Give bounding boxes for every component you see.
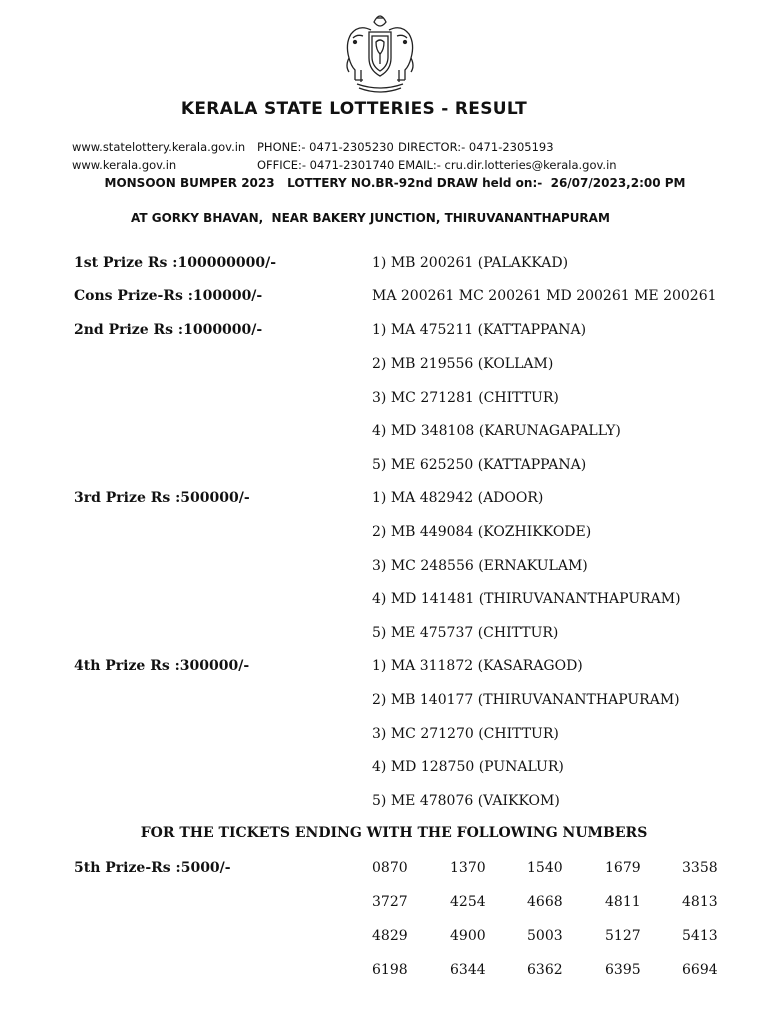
ending-number: 6362 (527, 962, 563, 978)
fourth-prize-result: 2) MB 140177 (THIRUVANANTHAPURAM) (372, 692, 680, 708)
second-prize-result: 5) ME 625250 (KATTAPPANA) (372, 457, 587, 473)
fourth-prize-result: 1) MA 311872 (KASARAGOD) (372, 658, 583, 674)
office-phone: OFFICE:- 0471-2301740 (257, 158, 395, 172)
ending-numbers-heading: FOR THE TICKETS ENDING WITH THE FOLLOWING NUMBERS (140, 825, 648, 841)
cons-prize-label: Cons Prize-Rs :100000/- (74, 288, 263, 304)
ending-number: 1679 (605, 860, 641, 876)
third-prize-result: 1) MA 482942 (ADOOR) (372, 490, 544, 506)
draw-venue: AT GORKY BHAVAN, NEAR BAKERY JUNCTION, THIRUVANANTHAPURAM (131, 211, 610, 225)
third-prize-result: 3) MC 248556 (ERNAKULAM) (372, 558, 588, 574)
third-prize-result: 4) MD 141481 (THIRUVANANTHAPURAM) (372, 591, 681, 607)
fifth-prize-label: 5th Prize-Rs :5000/- (74, 860, 231, 876)
first-prize-label: 1st Prize Rs :100000000/- (74, 255, 277, 271)
ending-number: 4811 (605, 894, 641, 910)
phone-number: PHONE:- 0471-2305230 (257, 140, 394, 154)
third-prize-result: 5) ME 475737 (CHITTUR) (372, 625, 559, 641)
ending-number: 4254 (450, 894, 486, 910)
fourth-prize-label: 4th Prize Rs :300000/- (74, 658, 250, 674)
second-prize-result: 4) MD 348108 (KARUNAGAPALLY) (372, 423, 621, 439)
director-phone: DIRECTOR:- 0471-2305193 (398, 140, 554, 154)
ending-number: 4813 (682, 894, 718, 910)
second-prize-result: 3) MC 271281 (CHITTUR) (372, 390, 559, 406)
ending-number: 6395 (605, 962, 641, 978)
ending-number: 3727 (372, 894, 408, 910)
website-link-statelottery[interactable]: www.statelottery.kerala.gov.in (72, 140, 246, 154)
ending-number: 1370 (450, 860, 486, 876)
website-link-kerala[interactable]: www.kerala.gov.in (72, 158, 177, 172)
second-prize-result: 2) MB 219556 (KOLLAM) (372, 356, 554, 372)
ending-number: 6344 (450, 962, 486, 978)
kerala-emblem-icon (341, 8, 419, 98)
fourth-prize-result: 3) MC 271270 (CHITTUR) (372, 726, 559, 742)
fourth-prize-result: 4) MD 128750 (PUNALUR) (372, 759, 564, 775)
draw-info: MONSOON BUMPER 2023 LOTTERY NO.BR-92nd DRAW held on:- 26/07/2023,2:00 PM (104, 176, 686, 190)
second-prize-label: 2nd Prize Rs :1000000/- (74, 322, 263, 338)
ending-number: 3358 (682, 860, 718, 876)
ending-number: 4900 (450, 928, 486, 944)
ending-number: 4668 (527, 894, 563, 910)
ending-number: 5127 (605, 928, 641, 944)
first-prize-result: 1) MB 200261 (PALAKKAD) (372, 255, 569, 271)
cons-prize-result: MA 200261 MC 200261 MD 200261 ME 200261 (372, 288, 717, 304)
email-address[interactable]: EMAIL:- cru.dir.lotteries@kerala.gov.in (398, 158, 617, 172)
third-prize-label: 3rd Prize Rs :500000/- (74, 490, 250, 506)
ending-number: 6694 (682, 962, 718, 978)
second-prize-result: 1) MA 475211 (KATTAPPANA) (372, 322, 587, 338)
ending-number: 4829 (372, 928, 408, 944)
page-title: KERALA STATE LOTTERIES - RESULT (180, 99, 528, 119)
ending-number: 1540 (527, 860, 563, 876)
ending-number: 0870 (372, 860, 408, 876)
ending-number: 6198 (372, 962, 408, 978)
ending-number: 5413 (682, 928, 718, 944)
fourth-prize-result: 5) ME 478076 (VAIKKOM) (372, 793, 560, 809)
third-prize-result: 2) MB 449084 (KOZHIKKODE) (372, 524, 592, 540)
ending-number: 5003 (527, 928, 563, 944)
